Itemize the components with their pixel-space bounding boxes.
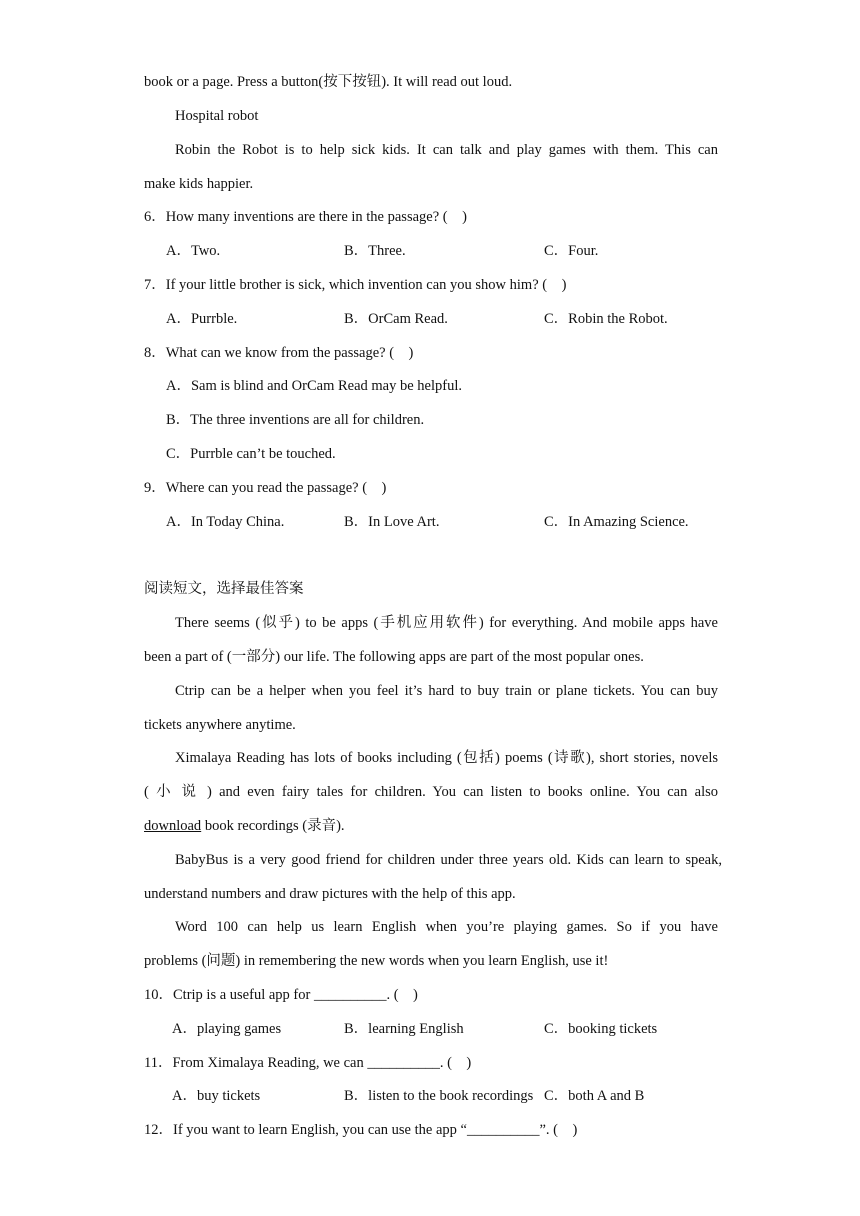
passage-line: book or a page. Press a button(按下按钮). It will read out loud. bbox=[144, 74, 513, 90]
option-6-c[interactable]: C．Four. bbox=[544, 243, 599, 259]
question-12: 12．If you want to learn English, you can use the app “__________”. ( ) bbox=[144, 1122, 578, 1138]
option-9-a[interactable]: A．In Today China. bbox=[166, 514, 285, 530]
passage-line: problems (问题) in remembering the new words when you learn English, use it! bbox=[144, 953, 609, 969]
passage-line: Ximalaya Reading has lots of books including (包括) poems (诗歌), short stories, novels bbox=[175, 750, 718, 766]
passage-line: make kids happier. bbox=[144, 176, 254, 192]
question-9: 9．Where can you read the passage? ( ) bbox=[144, 480, 387, 496]
passage-line: been a part of (一部分) our life. The following apps are part of the most popular ones. bbox=[144, 649, 644, 665]
question-10: 10．Ctrip is a useful app for __________. ( ) bbox=[144, 987, 418, 1003]
passage-line bbox=[144, 816, 345, 836]
question-11: 11．From Ximalaya Reading, we can __________. ( ) bbox=[144, 1055, 472, 1071]
option-9-b[interactable]: B．In Love Art. bbox=[344, 514, 440, 530]
passage-line: tickets anywhere anytime. bbox=[144, 717, 296, 733]
option-11-c[interactable]: C．both A and B bbox=[544, 1088, 645, 1104]
option-10-a[interactable]: A．playing games bbox=[172, 1021, 282, 1037]
option-8-b[interactable]: B．The three inventions are all for children. bbox=[166, 412, 425, 428]
passage-line: There seems (似乎) to be apps (手机应用软件) for everything. And mobile apps have bbox=[175, 615, 718, 631]
option-6-a[interactable]: A．Two. bbox=[166, 243, 221, 259]
section-instruction: 阅读短文，选择最佳答案 bbox=[144, 581, 304, 597]
question-6: 6．How many inventions are there in the passage? ( ) bbox=[144, 209, 467, 225]
passage-line: Ctrip can be a helper when you feel it’s hard to buy train or plane tickets. You can buy bbox=[175, 683, 718, 699]
option-7-a[interactable]: A．Purrble. bbox=[166, 311, 238, 327]
option-10-c[interactable]: C．booking tickets bbox=[544, 1021, 658, 1037]
option-8-a[interactable]: A．Sam is blind and OrCam Read may be helpful. bbox=[166, 378, 462, 394]
underlined-word-download: download bbox=[144, 818, 202, 834]
question-8: 8．What can we know from the passage? ( ) bbox=[144, 345, 414, 361]
option-11-a[interactable]: A．buy tickets bbox=[172, 1088, 261, 1104]
passage-line: Robin the Robot is to help sick kids. It can talk and play games with them. This can bbox=[175, 142, 718, 158]
passage-line: understand numbers and draw pictures with the help of this app. bbox=[144, 886, 516, 902]
option-11-b[interactable]: B．listen to the book recordings bbox=[344, 1088, 534, 1104]
option-9-c[interactable]: C．In Amazing Science. bbox=[544, 514, 689, 530]
passage-line-rest: book recordings (录音). bbox=[201, 818, 345, 834]
passage-line: BabyBus is a very good friend for children under three years old. Kids can learn to speak, bbox=[175, 852, 722, 868]
option-8-c[interactable]: C．Purrble can’t be touched. bbox=[166, 446, 336, 462]
option-7-b[interactable]: B．OrCam Read. bbox=[344, 311, 448, 327]
question-7: 7．If your little brother is sick, which invention can you show him? ( ) bbox=[144, 277, 567, 293]
option-6-b[interactable]: B．Three. bbox=[344, 243, 406, 259]
section-heading-hospital-robot: Hospital robot bbox=[175, 108, 259, 124]
option-10-b[interactable]: B．learning English bbox=[344, 1021, 464, 1037]
passage-line: Word 100 can help us learn English when you’re playing games. So if you have bbox=[175, 919, 718, 935]
option-7-c[interactable]: C．Robin the Robot. bbox=[544, 311, 668, 327]
passage-line: ( 小 说 ) and even fairy tales for children. You can listen to books online. You can also bbox=[144, 784, 718, 800]
